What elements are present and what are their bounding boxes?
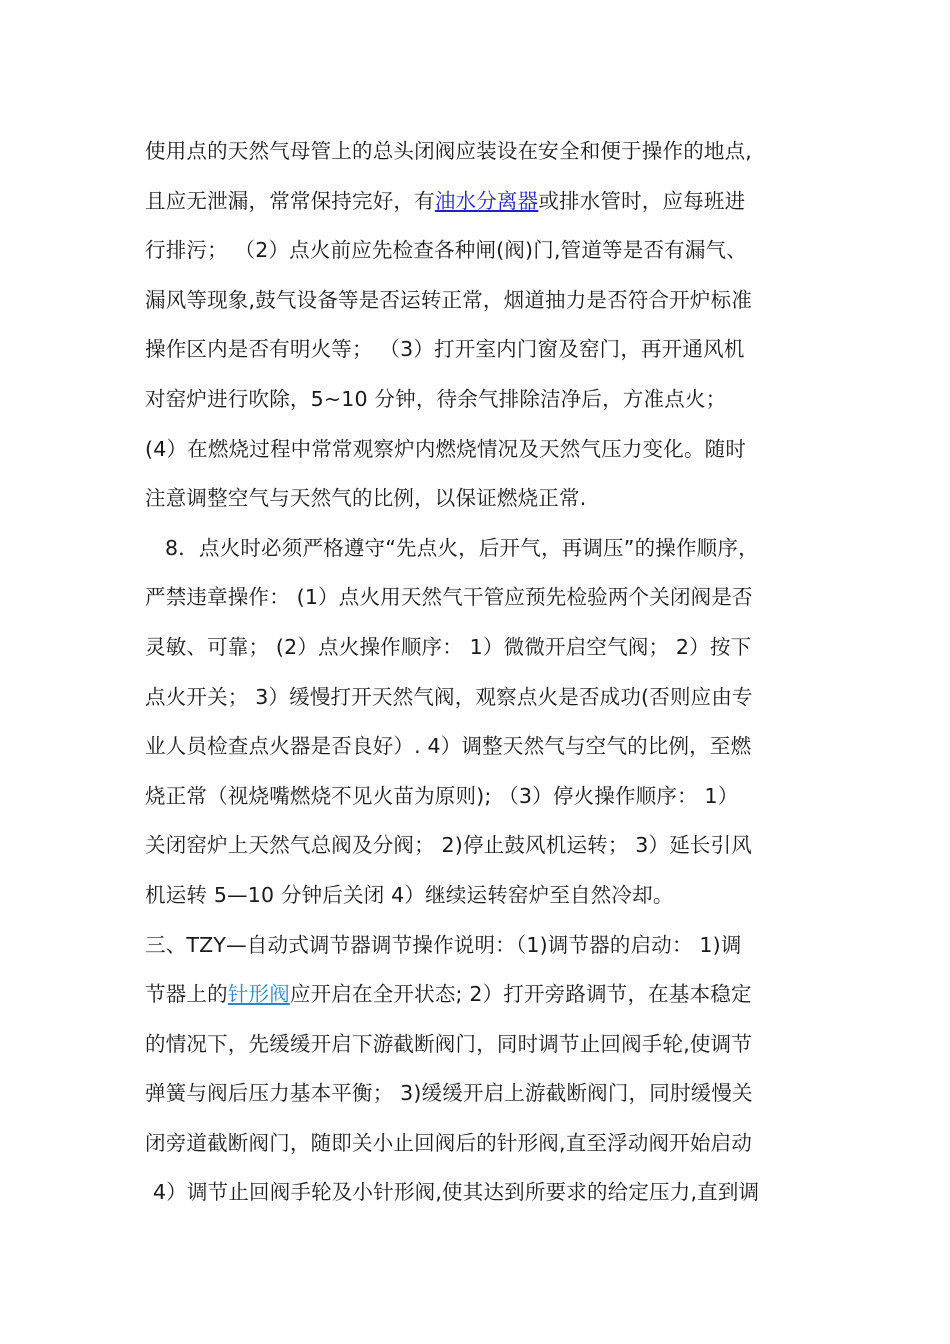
text-line-13: 业人员检查点火器是否良好）. 4）调整天然气与空气的比例，至燃 (145, 734, 752, 759)
text-line-1: 使用点的天然气母管上的总头闭阀应装设在安全和便于操作的地点, (145, 139, 753, 163)
text-line-11: 灵敏、可靠； (2）点火操作顺序： 1）微微开启空气阀； 2）按下 (145, 634, 752, 659)
text-line-2 (145, 177, 825, 227)
needle-valve-link[interactable]: 针形阀 (227, 982, 290, 1007)
text-line-21: 闭旁道截断阀门，随即关小止回阀后的针形阀,直至浮动阀开始启动 (145, 1130, 753, 1155)
text-line-17: 三、TZY—自动式调节器调节操作说明：（1)调节器的启动： 1)调 (145, 932, 742, 957)
text-line-18 (145, 970, 825, 1020)
text-line-6: 对窑炉进行吹除，5~10 分钟，待余气排除洁净后，方准点火； (145, 386, 727, 411)
text-line-22: 4）调节止回阀手轮及小针形阀,使其达到所要求的给定压力,直到调 (153, 1180, 760, 1205)
text-line-3: 行排污； （2）点火前应先检查各种闸(阀)门,管道等是否有漏气、 (145, 238, 747, 263)
text-line-5: 操作区内是否有明火等； （3）打开室内门窗及窑门，再开通风机 (145, 337, 745, 362)
text-line-12: 点火开关； 3）缓慢打开天然气阀，观察点火是否成功(否则应由专 (145, 684, 753, 709)
text-line-4: 漏风等现象,鼓气设备等是否运转正常，烟道抽力是否符合开炉标准 (145, 287, 753, 312)
text-line-9: 8．点火时必须严格遵守“先点火，后开气，再调压”的操作顺序， (165, 535, 759, 560)
oil-water-separator-link[interactable]: 油水分离器 (434, 188, 539, 213)
text-line-16: 机运转 5—10 分钟后关闭 4）继续运转窑炉至自然冷却。 (145, 882, 674, 907)
text-segment: 或排水管时，应每班进 (538, 188, 746, 213)
text-line-14: 烧正常（视烧嘴燃烧不见火苗为原则); （3）停火操作顺序： 1） (145, 783, 739, 808)
text-segment: 且应无泄漏，常常保持完好，有 (145, 188, 435, 213)
text-line-8: 注意调整空气与天然气的比例，以保证燃烧正常. (145, 486, 587, 511)
text-line-7: (4）在燃烧过程中常常观察炉内燃烧情况及天然气压力变化。随时 (145, 436, 747, 461)
text-segment: 节器上的 (145, 982, 228, 1007)
text-line-10: 严禁违章操作： (1）点火用天然气干管应预先检验两个关闭阀是否 (145, 585, 753, 610)
text-line-20: 弹簧与阀后压力基本平衡； 3)缓缓开启上游截断阀门，同肘缓慢关 (145, 1081, 753, 1106)
text-line-19: 的情况下，先缓缓开启下游截断阀门，同时调节止回阀手轮,使调节 (145, 1031, 753, 1056)
text-line-15: 关闭窑炉上天然气总阀及分阀； 2)停止鼓风机运转； 3）延长引风 (145, 833, 753, 858)
text-segment: 应开启在全开状态; 2）打开旁路调节，在基本稳定 (289, 982, 752, 1007)
document-body (145, 127, 825, 1218)
